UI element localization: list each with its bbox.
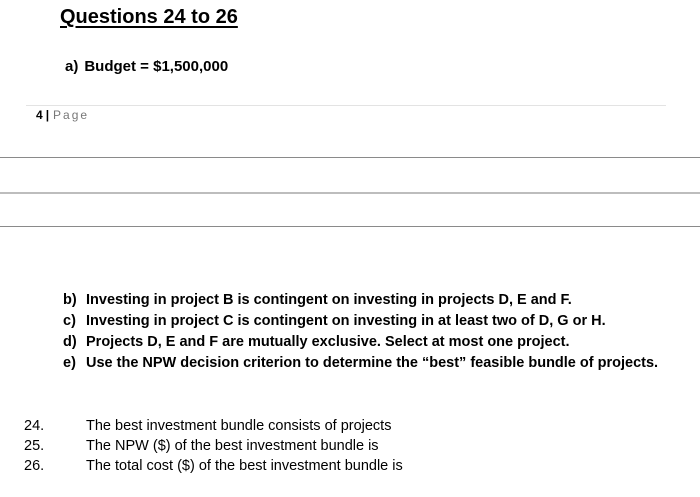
condition-e [63,353,683,374]
condition-text: Projects D, E and F are mutually exclusive. Select at most one project. [86,334,570,350]
question-text: The best investment bundle consists of projects [86,418,392,434]
condition-letter: c) [63,313,76,329]
page-separator: | [45,108,50,122]
section-heading: Questions 24 to 26 [60,6,238,28]
page-word: Page [53,108,90,122]
condition-letter: b) [63,292,77,308]
question-number: 26. [24,458,45,474]
condition-text: Use the NPW decision criterion to determine the “best” feasible bundle of projects. [86,355,659,371]
page-break-line-bottom [0,226,700,227]
condition-c [63,311,683,332]
question-24 [24,416,403,436]
condition-d [63,332,683,353]
condition-text: Investing in project B is contingent on investing in projects D, E and F. [86,292,572,308]
condition-text: Investing in project C is contingent on investing in at least two of D, G or H. [86,313,606,329]
condition-letter: e) [63,355,76,371]
question-26 [24,456,403,476]
page-footer [36,108,89,122]
conditions-list [63,290,683,374]
questions-list [24,416,403,476]
condition-letter: d) [63,334,77,350]
question-25 [24,436,403,456]
page-footer-divider [26,105,666,106]
page-number: 4 [36,108,43,122]
budget-text: Budget = $1,500,000 [84,58,229,75]
condition-b [63,290,683,311]
budget-letter: a) [65,58,79,75]
page-break-line-top [0,157,700,158]
budget-line [65,58,228,75]
page-break-line-middle [0,192,700,194]
question-text: The NPW ($) of the best investment bundle is [86,438,379,454]
question-number: 25. [24,438,45,454]
question-text: The total cost ($) of the best investment bundle is [86,458,403,474]
question-number: 24. [24,418,45,434]
